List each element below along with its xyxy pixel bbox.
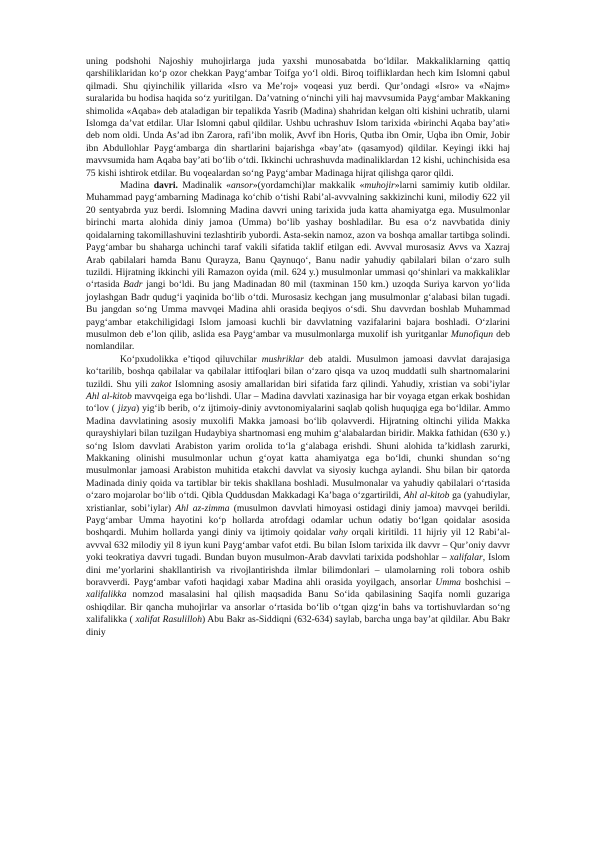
- text-run: ) yig‘ib berib, o‘z ijtimoiy-diniy avvtonomiyalarini saqlab qolish huquqiga ega bo‘ldilar. Ammo Madina davvlatining asosiy muxolifi Makka jamoasi bo‘lib qolavverdi. Hijratning oltinchi yilida Makka qurayshiylari bilan tuzilgan Hudaybiya shartnomasi eng muhim g‘alabalardan biridir. Makka fathidan (630 y.) so‘ng Islom davvlati Arabiston yarim orolida to‘la g‘alabaga erishdi. Shuni alohida ta’kidlash zarurki, Makkaning olinishi musulmonlar uchun g‘oyat katta ahamiyatga ega bo‘ldi, chunki shundan so‘ng musulmonlar jamoasi Arabiston muhitida etakchi davvlat va siyosiy kuchga aylandi. Shu bilan bir qatorda Madinada diniy qoida va tartiblar bir tekis shakllana boshladi. Musulmonalar va yahudiy qabilalari o‘rtasida o‘zaro mojarolar bo‘lib o‘tdi. Qibla Quddusdan Makkadagi Ka’baga o‘zgartirildi,: [86, 403, 510, 502]
- text-run: Ko‘pxudolikka e’tiqod qiluvchilar: [120, 353, 262, 365]
- section-heading: davri.: [153, 180, 178, 192]
- term-italic: ansor: [230, 180, 253, 192]
- text-run: orqali kiritildi. 11 hijriy yil 12 Rabi’al-avvval 632 milodiy yil 8 iyun kuni Payg‘ambar vafot etdi. Bu bilan Islom tarixida ilk davvr – Qur’oniy davvr yoki teokratiya davvri tugadi. Bundan buyon musulmon-Arab davvlati tarixida podshohlar –: [86, 527, 511, 564]
- term-italic: Badr: [123, 279, 143, 291]
- paragraph-2: [86, 180, 510, 354]
- term-italic: mushriklar: [261, 353, 304, 365]
- text-run: , Islom dini me’yorlarini shakllantirish va rivojlantirishda ilmlar bilimdonlari – ulamolarning roli tobora oshib boravverdi. Payg‘ambar vafoti haqidagi xabar Madina ahli orasida yoyilgach, ansorlar: [86, 552, 511, 589]
- text-run: boshchisi –: [460, 577, 510, 589]
- term-italic: Munofiqun: [450, 328, 493, 340]
- text-run: »(yordamchi)lar makkalik «: [252, 180, 365, 192]
- term-italic: muhojir: [364, 180, 395, 192]
- term-italic: xalifalikka: [86, 589, 127, 601]
- text-run: »larni samimiy kutib oldilar. Muhammad payg‘ambarning Madinaga ko‘chib o‘tishi Rabi’al-avvvalning sakkizinchi kuni, milodiy 622 yil 20 sentyabrda yuz berdi. Islomning Madina davvri uning tarixida juda katta ahamiyatga ega. Musulmonlar birinchi marta alohida diniy jamoa (Umma) bo‘lib yashay boshladilar. Bu esa o‘z navvbatida diniy qoidalarning takomillashuvini tezlashtirib yubordi. Asta-sekin namoz, azon va boshqa amallar tartibga solindi. Payg‘ambar bu shaharga uchinchi taraf vakili sifatida taklif etilgan edi. Avvval murosasiz Avvs va Xazraj Arab qabilalari hamda Banu Qurayza, Banu Qaynuqo‘, Banu nadir yahudiy qabilalari bilan o‘zaro sulh tuzildi. Hijratning ikkinchi yili Ramazon oyida (mil. 624 y.) musulmonlar ummasi qo‘shinlari va makkaliklar o‘rtasida: [86, 180, 510, 291]
- text-run: (musulmon davvlati himoyasi ostidagi diniy jamoa) mavvqei berildi. Payg‘ambar Umma hayotini ko‘p hollarda atrofdagi odamlar uchun odatiy bo‘lgan qoidalar asosida boshqardi. Muhim hollarda yangi diniy va ijtimoiy qoidalar: [86, 502, 511, 539]
- term-italic: vahy: [329, 527, 348, 539]
- text-run: ga (yahudiylar, xristianlar, sobi’iylar): [86, 490, 510, 514]
- term-italic: Ahl al-kitob: [86, 390, 132, 402]
- text-run: ) Abu Bakr as-Siddiqni (632-634) saylab, barcha unga bay’at qildilar. Abu Bakr diniy: [86, 614, 510, 638]
- text-run: mavvqeiga ega bo‘lishdi. Ular – Madina davvlati xazinasiga har bir voyaga etgan erkak boshidan to‘lov (: [86, 390, 510, 415]
- text-run: nomzod masalasini hal qilish maqsadida Banu So‘ida qabilasining Saqifa nomli guzariga oshiqdilar. Bir qancha muhojirlar va ansorlar o‘rtasida bo‘lib o‘tgan qizg‘in bahs va tortishuvlardan so‘ng xalifalikka (: [86, 589, 510, 626]
- term-italic: xalifat Rasulilloh: [135, 614, 203, 626]
- term-italic: Ahl az-zimma: [175, 502, 230, 514]
- text-run: deb nomlandilar.: [86, 328, 510, 353]
- document-page: [86, 56, 510, 639]
- term-italic: Umma: [435, 577, 461, 589]
- paragraph-3: [86, 354, 510, 639]
- text-run: jangi bo‘ldi. Bu jang Madinadan 80 mil (taxminan 150 km.) uzoqda Suriya karvon yo‘lida joylashgan Badr qudug‘i yaqinida bo‘lib o‘tdi. Murosasiz kechgan jang musulmonlar g‘alabasi bilan tugadi. Bu jangdan so‘ng Umma mavvqei Madina ahli orasida beqiyos o‘sdi. Shu davvrdan boshlab Muhammad payg‘ambar etakchiligidagi Islom jamoasi kuchli bir davvlatning vazifalarini bajara boshladi. O‘zlarini musulmon deb e’lon qilib, aslida esa Payg‘ambar va musulmonlarga muxolif ish yuritganlar: [86, 279, 510, 340]
- term-italic: zakot: [151, 378, 172, 390]
- term-italic: xalifalar: [449, 552, 483, 564]
- text-run: Madinalik «: [177, 180, 231, 192]
- term-italic: jizya: [117, 403, 137, 415]
- text-run: Madina: [120, 180, 154, 192]
- text-run: uning podshohi Najoshiy muhojirlarga juda yaxshi munosabatda bo‘ldilar. Makkaliklarning qattiq qarshiliklaridan ko‘p ozor chekkan Payg‘ambar Toifga yo‘l oldi. Biroq toifliklardan hech kim Islomni qabul qilmadi. Shu qiyinchilik yillarida «Isro va Me’roj» voqeasi yuz berdi. Qur’ondagi «Isro» va «Najm» suralarida bu hodisa haqida so‘z yuritilgan. Da’vatning o‘ninchi yili haj mavvsumida Payg‘ambar Makkaning shimolida «Aqaba» deb ataladigan bir tepalikda Yasrib (Madina) shahridan kelgan olti kishini uchratib, ularni Islomga da’vat etdilar. Ular Islomni qabul qildilar. Ushbu uchrashuv Islom tarixida «birinchi Aqaba bay’ati» deb nom oldi. Unda As’ad ibn Zarora, rafi’ibn molik, Avvf ibn Horis, Qutba ibn Omir, Uqba ibn Omir, Jobir ibn Abdullohlar Payg‘ambarga din shartlarini bajarishga «bay’at» (qasamyod) qildilar. Keyingi ikki haj mavvsumida ham Aqaba bay’ati bo‘lib o‘tdi. Ikkinchi uchrashuvda madinaliklardan 12 kishi, uchinchisida esa 75 kishi ishtirok etdilar. Bu voqealardan so‘ng Payg‘ambar Madinaga hijrat qilishga qaror qildi.: [86, 56, 510, 179]
- text-run: deb ataldi. Musulmon jamoasi davvlat darajasiga ko‘tarilib, boshqa qabilalar va qabilalar ittifoqlari bilan o‘zaro qisqa va uzoq muddatli sulh shartnomalarini tuzildi. Shu yili: [86, 353, 510, 390]
- term-italic: Ahl al-kitob: [403, 490, 450, 502]
- text-run: Islomning asosiy amallaridan biri sifatida farz qilindi. Yahudiy, xristian va sobi’iylar: [171, 378, 510, 390]
- paragraph-1: [86, 56, 510, 180]
